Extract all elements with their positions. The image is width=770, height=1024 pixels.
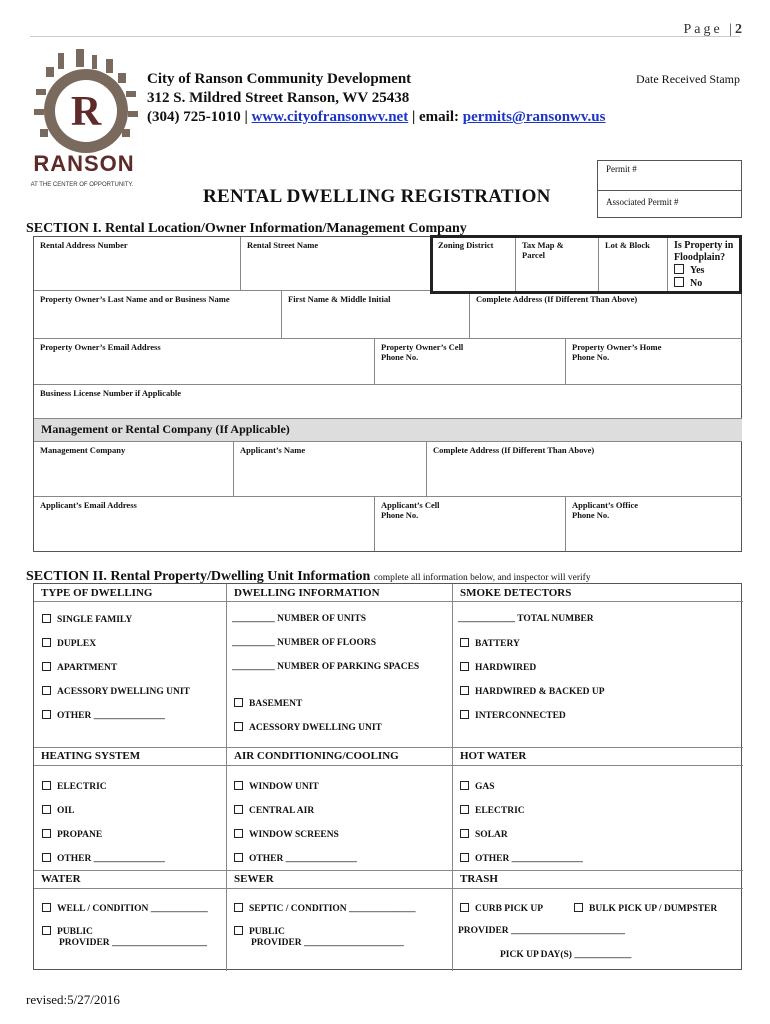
ranson-seal-icon bbox=[22, 45, 152, 193]
applicant-email-field[interactable]: Applicant’s Email Address bbox=[34, 497, 375, 551]
ac-head: AIR CONDITIONING/COOLING bbox=[234, 750, 399, 762]
trash-curb[interactable] bbox=[460, 903, 543, 914]
dwelling-info-head: DWELLING INFORMATION bbox=[234, 587, 380, 599]
checkbox-icon[interactable] bbox=[234, 853, 243, 862]
row-divider bbox=[34, 765, 743, 766]
hotwater-solar-label: SOLAR bbox=[475, 830, 508, 840]
applicant-office-label: Applicant’s Office bbox=[572, 500, 639, 510]
dwelling-units-field[interactable]: _________ NUMBER OF UNITS bbox=[232, 614, 366, 624]
tax-map-label: Tax Map & bbox=[522, 240, 564, 250]
row-divider bbox=[34, 888, 743, 889]
smoke-hardwired-backed-label: HARDWIRED & BACKED UP bbox=[475, 687, 605, 697]
checkbox-icon[interactable] bbox=[234, 903, 243, 912]
checkbox-icon[interactable] bbox=[42, 903, 51, 912]
row-divider bbox=[34, 870, 743, 871]
trash-bulk[interactable] bbox=[574, 903, 717, 914]
heating-head: HEATING SYSTEM bbox=[41, 750, 141, 762]
checkbox-icon[interactable] bbox=[42, 829, 51, 838]
owner-home-label-2: Phone No. bbox=[572, 352, 610, 362]
hotwater-head: HOT WATER bbox=[460, 750, 527, 762]
checkbox-icon[interactable] bbox=[460, 903, 469, 912]
owner-home-label: Property Owner’s Home bbox=[572, 342, 662, 352]
applicant-office-label-2: Phone No. bbox=[572, 510, 610, 520]
rental-street-name-field[interactable]: Rental Street Name bbox=[241, 237, 432, 291]
management-address-field[interactable]: Complete Address (If Different Than Above) bbox=[427, 442, 742, 497]
checkbox-icon[interactable] bbox=[234, 781, 243, 790]
trash-head: TRASH bbox=[460, 873, 498, 885]
water-public-label: PUBLIC bbox=[57, 927, 93, 937]
checkbox-icon[interactable] bbox=[42, 926, 51, 935]
hotwater-electric[interactable] bbox=[460, 805, 525, 816]
checkbox-icon[interactable] bbox=[460, 781, 469, 790]
checkbox-icon[interactable] bbox=[42, 710, 51, 719]
ac-window-screens[interactable] bbox=[234, 829, 339, 840]
checkbox-icon[interactable] bbox=[42, 614, 51, 623]
owner-cell-label-2: Phone No. bbox=[381, 352, 419, 362]
smoke-battery[interactable] bbox=[460, 638, 520, 649]
owner-cell-label: Property Owner’s Cell bbox=[381, 342, 464, 352]
sewer-head: SEWER bbox=[234, 873, 274, 885]
dwelling-adu[interactable] bbox=[234, 722, 382, 733]
sewer-septic-label: SEPTIC / CONDITION ______________ bbox=[249, 904, 416, 914]
checkbox-icon[interactable] bbox=[460, 686, 469, 695]
hotwater-gas[interactable] bbox=[460, 781, 495, 792]
floodplain-no-label: No bbox=[690, 278, 703, 289]
sewer-public[interactable] bbox=[234, 926, 285, 937]
page-label: Page | bbox=[683, 22, 735, 37]
dwelling-floors-field[interactable]: _________ NUMBER OF FLOORS bbox=[232, 638, 376, 648]
email-label: | email: bbox=[408, 109, 463, 125]
checkbox-icon[interactable] bbox=[234, 805, 243, 814]
permit-box bbox=[597, 160, 742, 218]
parcel-label: Parcel bbox=[522, 250, 545, 260]
checkbox-icon[interactable] bbox=[574, 903, 583, 912]
revised-date: revised:5/27/2016 bbox=[26, 992, 120, 1007]
hotwater-electric-label: ELECTRIC bbox=[475, 806, 525, 816]
hotwater-other-label: OTHER _______________ bbox=[475, 854, 583, 864]
applicant-cell-label-2: Phone No. bbox=[381, 510, 419, 520]
ac-other-label: OTHER _______________ bbox=[249, 854, 357, 864]
type-other-label: OTHER _______________ bbox=[57, 711, 165, 721]
smoke-hardwired-label: HARDWIRED bbox=[475, 663, 537, 673]
heating-electric-label: ELECTRIC bbox=[57, 782, 107, 792]
sewer-public-label: PUBLIC bbox=[249, 927, 285, 937]
checkbox-icon[interactable] bbox=[460, 662, 469, 671]
checkbox-icon[interactable] bbox=[234, 829, 243, 838]
ac-other[interactable] bbox=[234, 853, 357, 864]
top-divider bbox=[30, 36, 740, 37]
checkbox-icon[interactable] bbox=[460, 829, 469, 838]
heating-other[interactable] bbox=[42, 853, 165, 864]
type-adu[interactable] bbox=[42, 686, 190, 697]
date-received-stamp: Date Received Stamp bbox=[636, 72, 740, 86]
heating-propane[interactable] bbox=[42, 829, 102, 840]
smoke-detectors-head: SMOKE DETECTORS bbox=[460, 587, 572, 599]
floodplain-q1: Is Property in bbox=[674, 240, 734, 251]
water-head: WATER bbox=[41, 873, 81, 885]
section2-title-text: SECTION II. Rental Property/Dwelling Unit Information bbox=[26, 569, 374, 584]
trash-bulk-label: BULK PICK UP / DUMPSTER bbox=[589, 904, 718, 914]
checkbox-icon[interactable] bbox=[234, 698, 243, 707]
management-title: Management or Rental Company (If Applicable) bbox=[34, 419, 742, 442]
type-other[interactable] bbox=[42, 710, 165, 721]
trash-curb-label: CURB PICK UP bbox=[475, 904, 544, 914]
type-single-family[interactable] bbox=[42, 614, 132, 625]
logo-name: RANSON bbox=[33, 151, 135, 176]
lot-block-field[interactable]: Lot & Block bbox=[599, 237, 668, 291]
owner-first-name-field[interactable]: First Name & Middle Initial bbox=[282, 291, 470, 339]
checkbox-icon[interactable] bbox=[234, 722, 243, 731]
checkbox-icon[interactable] bbox=[42, 686, 51, 695]
type-of-dwelling-head: TYPE OF DWELLING bbox=[41, 587, 153, 599]
owner-complete-address-field[interactable]: Complete Address (If Different Than Above) bbox=[470, 291, 742, 339]
hotwater-solar[interactable] bbox=[460, 829, 508, 840]
zoning-highlight-border bbox=[430, 235, 742, 294]
org-name: City of Ranson Community Development bbox=[147, 71, 412, 87]
water-public[interactable] bbox=[42, 926, 93, 937]
smoke-hardwired-backed[interactable] bbox=[460, 686, 605, 697]
smoke-hardwired[interactable] bbox=[460, 662, 536, 673]
ac-central-air-label: CENTRAL AIR bbox=[249, 806, 315, 816]
checkbox-icon[interactable] bbox=[42, 781, 51, 790]
ac-window-unit-label: WINDOW UNIT bbox=[249, 782, 319, 792]
col-divider bbox=[226, 584, 227, 971]
water-provider-field[interactable]: PROVIDER ____________________ bbox=[59, 938, 208, 948]
business-license-field[interactable]: Business License Number if Applicable bbox=[34, 385, 742, 419]
checkbox-icon[interactable] bbox=[42, 662, 51, 671]
owner-last-name-field[interactable]: Property Owner’s Last Name and or Business Name bbox=[34, 291, 282, 339]
website-link[interactable]: www.cityofransonwv.net bbox=[251, 109, 409, 125]
sewer-provider-field[interactable]: PROVIDER _____________________ bbox=[251, 938, 404, 948]
ac-window-screens-label: WINDOW SCREENS bbox=[249, 830, 339, 840]
form-title: RENTAL DWELLING REGISTRATION bbox=[203, 186, 551, 207]
dwelling-parking-field[interactable]: _________ NUMBER OF PARKING SPACES bbox=[232, 662, 420, 672]
owner-email-field[interactable]: Property Owner’s Email Address bbox=[34, 339, 375, 385]
ranson-logo bbox=[22, 45, 152, 193]
checkbox-icon[interactable] bbox=[42, 853, 51, 862]
email-link[interactable]: permits@ransonwv.us bbox=[462, 109, 606, 125]
permit-number-field[interactable]: Permit # bbox=[606, 164, 637, 174]
applicant-office-field[interactable] bbox=[566, 497, 742, 551]
type-duplex[interactable] bbox=[42, 638, 96, 649]
smoke-interconnected[interactable] bbox=[460, 710, 566, 721]
col-divider bbox=[452, 584, 453, 971]
checkbox-icon[interactable] bbox=[460, 638, 469, 647]
heating-propane-label: PROPANE bbox=[57, 830, 103, 840]
applicant-cell-field[interactable] bbox=[375, 497, 566, 551]
checkbox-icon[interactable] bbox=[460, 805, 469, 814]
dwelling-basement-label: BASEMENT bbox=[249, 699, 303, 709]
type-single-family-label: SINGLE FAMILY bbox=[57, 615, 133, 625]
smoke-battery-label: BATTERY bbox=[475, 639, 520, 649]
heating-electric[interactable] bbox=[42, 781, 107, 792]
header-block bbox=[147, 70, 606, 127]
water-well-label: WELL / CONDITION ____________ bbox=[57, 904, 208, 914]
hotwater-other[interactable] bbox=[460, 853, 583, 864]
logo-tagline: AT THE CENTER OF OPPORTUNITY. bbox=[30, 182, 134, 188]
hotwater-gas-label: GAS bbox=[475, 782, 495, 792]
associated-permit-field[interactable]: Associated Permit # bbox=[598, 190, 741, 219]
section2-note: complete all information below, and inspector will verify bbox=[373, 573, 591, 583]
applicant-name-field[interactable]: Applicant’s Name bbox=[234, 442, 427, 497]
type-adu-label: ACESSORY DWELLING UNIT bbox=[57, 687, 190, 697]
org-phone: (304) 725-1010 | bbox=[147, 109, 252, 125]
heating-oil-label: OIL bbox=[57, 806, 75, 816]
org-address: 312 S. Mildred Street Ranson, WV 25438 bbox=[147, 90, 410, 106]
floodplain-q2: Floodplain? bbox=[674, 252, 726, 263]
water-well[interactable] bbox=[42, 903, 208, 914]
ac-window-unit[interactable] bbox=[234, 781, 319, 792]
section2-grid bbox=[33, 583, 742, 970]
type-apartment-label: APARTMENT bbox=[57, 663, 118, 673]
applicant-cell-label: Applicant’s Cell bbox=[381, 500, 440, 510]
type-apartment[interactable] bbox=[42, 662, 117, 673]
heating-oil[interactable] bbox=[42, 805, 74, 816]
trash-days-field[interactable]: PICK UP DAY(S) ____________ bbox=[500, 950, 632, 960]
zoning-district-field[interactable]: Zoning District bbox=[432, 237, 516, 291]
owner-home-field[interactable] bbox=[566, 339, 742, 385]
type-duplex-label: DUPLEX bbox=[57, 639, 97, 649]
heating-other-label: OTHER _______________ bbox=[57, 854, 165, 864]
checkbox-icon[interactable] bbox=[460, 710, 469, 719]
dwelling-adu-label: ACESSORY DWELLING UNIT bbox=[249, 723, 382, 733]
smoke-total-field[interactable]: ____________ TOTAL NUMBER bbox=[458, 614, 594, 624]
checkbox-icon[interactable] bbox=[234, 926, 243, 935]
owner-cell-field[interactable] bbox=[375, 339, 566, 385]
contact-line bbox=[147, 108, 606, 127]
sewer-septic[interactable] bbox=[234, 903, 416, 914]
ac-central-air[interactable] bbox=[234, 805, 314, 816]
dwelling-basement[interactable] bbox=[234, 698, 302, 709]
floodplain-yes-label: Yes bbox=[690, 265, 705, 276]
section1-title: SECTION I. Rental Location/Owner Information/Management Company bbox=[26, 221, 467, 236]
smoke-interconnected-label: INTERCONNECTED bbox=[475, 711, 566, 721]
checkbox-icon[interactable] bbox=[460, 853, 469, 862]
page-number-value: 2 bbox=[735, 22, 742, 37]
trash-provider-field[interactable]: PROVIDER ________________________ bbox=[458, 926, 626, 936]
checkbox-icon[interactable] bbox=[42, 805, 51, 814]
management-company-field[interactable]: Management Company bbox=[34, 442, 234, 497]
row-divider bbox=[34, 601, 743, 602]
checkbox-icon[interactable] bbox=[42, 638, 51, 647]
rental-address-number-field[interactable]: Rental Address Number bbox=[34, 237, 241, 291]
logo-letter: R bbox=[70, 89, 102, 135]
